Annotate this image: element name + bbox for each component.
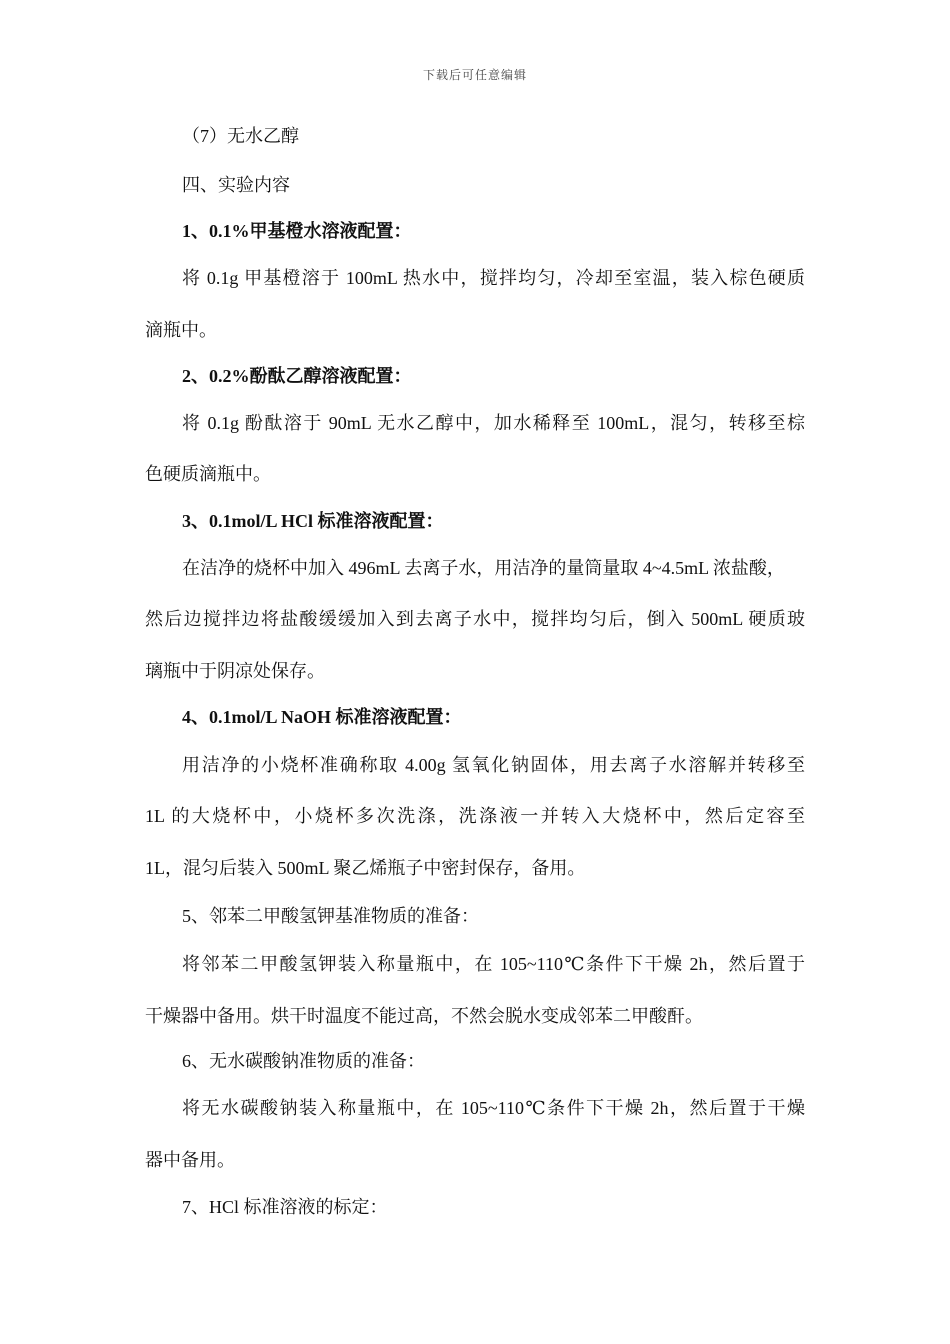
step-3-text-line: 然后边搅拌边将盐酸缓缓加入到去离子水中，搅拌均匀后，倒入 500mL 硬质玻 xyxy=(145,609,805,629)
page-header: 下载后可任意编辑 xyxy=(422,68,527,82)
step-6-text-line: 器中备用。 xyxy=(145,1150,235,1170)
step-4-text-line: 用洁净的小烧杯准确称取 4.00g 氢氧化钠固体，用去离子水溶解并转移至 xyxy=(182,755,805,775)
section-heading: 四、实验内容 xyxy=(182,175,290,195)
step-4-heading: 4、0.1mol/L NaOH 标准溶液配置： xyxy=(182,707,462,727)
material-item-7: （7）无水乙醇 xyxy=(182,126,299,146)
step-4-text-line: 1L 的大烧杯中，小烧杯多次洗涤，洗涤液一并转入大烧杯中，然后定容至 xyxy=(145,806,805,826)
step-5-text-line: 将邻苯二甲酸氢钾装入称量瓶中，在 105~110℃条件下干燥 2h，然后置于 xyxy=(182,954,805,974)
step-5-heading: 5、邻苯二甲酸氢钾基准物质的准备： xyxy=(182,906,479,926)
step-6-text-line: 将无水碳酸钠装入称量瓶中，在 105~110℃条件下干燥 2h，然后置于干燥 xyxy=(182,1098,805,1118)
step-2-heading: 2、0.2%酚酞乙醇溶液配置： xyxy=(182,366,412,386)
step-3-heading: 3、0.1mol/L HCl 标准溶液配置： xyxy=(182,511,444,531)
step-1-text-line: 将 0.1g 甲基橙溶于 100mL 热水中，搅拌均匀，冷却至室温，装入棕色硬质 xyxy=(182,268,805,288)
step-2-text-line: 将 0.1g 酚酞溶于 90mL 无水乙醇中，加水稀释至 100mL，混匀，转移至棕 xyxy=(182,413,805,433)
step-6-heading: 6、无水碳酸钠准物质的准备： xyxy=(182,1051,425,1071)
step-5-text-line: 干燥器中备用。烘干时温度不能过高，不然会脱水变成邻苯二甲酸酐。 xyxy=(145,1006,703,1026)
step-3-text-line: 璃瓶中于阴凉处保存。 xyxy=(145,661,325,681)
step-1-heading: 1、0.1%甲基橙水溶液配置： xyxy=(182,221,412,241)
step-4-text-line: 1L，混匀后装入 500mL 聚乙烯瓶子中密封保存，备用。 xyxy=(145,858,586,878)
step-1-text-line: 滴瓶中。 xyxy=(145,320,217,340)
step-7-heading: 7、HCl 标准溶液的标定： xyxy=(182,1197,388,1217)
step-3-text-line: 在洁净的烧杯中加入 496mL 去离子水，用洁净的量筒量取 4~4.5mL 浓盐酸， xyxy=(182,558,785,578)
step-2-text-line: 色硬质滴瓶中。 xyxy=(145,464,271,484)
